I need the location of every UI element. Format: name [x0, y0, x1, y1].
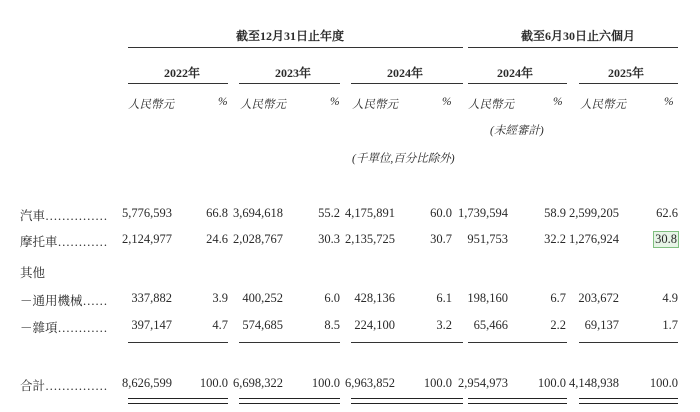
- cell: 1.7: [662, 318, 678, 332]
- cell: 66.8: [206, 206, 228, 220]
- header-six-months: 截至6月30日止六個月: [521, 29, 636, 43]
- cell: 55.2: [318, 206, 340, 220]
- cell-total: 100.0: [649, 376, 678, 390]
- cell-total: 8,626,599: [122, 376, 172, 390]
- unaudited-note: (未經審計): [490, 125, 544, 137]
- unit-currency-2023: 人民幣元: [240, 99, 286, 111]
- thousands-note: (千單位,百分比除外): [352, 153, 455, 165]
- unit-currency-2025-h1: 人民幣元: [580, 99, 626, 111]
- row-label-miscellaneous: －雜項…………: [20, 321, 108, 335]
- year-2025-h1: 2025年: [608, 66, 645, 80]
- header-year-end: 截至12月31日止年度: [236, 29, 345, 43]
- cell: 2.2: [550, 318, 566, 332]
- year-rule-2024-h1: [468, 83, 567, 84]
- cell: 65,466: [473, 318, 508, 332]
- cell: 30.3: [318, 232, 340, 246]
- cell: 58.9: [544, 206, 566, 220]
- cell: 60.0: [430, 206, 452, 220]
- unit-currency-2024-h1: 人民幣元: [468, 99, 514, 111]
- cell: 4.9: [662, 291, 678, 305]
- cell: 397,147: [131, 318, 172, 332]
- unit-percent-2025-h1: %: [664, 96, 674, 108]
- cell: 2,599,205: [569, 206, 619, 220]
- subtotal-rule: [579, 342, 678, 343]
- row-label-cars: 汽車……………: [20, 209, 108, 223]
- cell: 24.6: [206, 232, 228, 246]
- year-2024: 2024年: [387, 66, 424, 80]
- cell-total: 100.0: [311, 376, 340, 390]
- cell: 951,753: [467, 232, 508, 246]
- cell: 69,137: [584, 318, 619, 332]
- subtotal-rule: [239, 342, 340, 343]
- unit-percent-2022: %: [218, 96, 228, 108]
- cell-total: 100.0: [537, 376, 566, 390]
- cell: 400,252: [242, 291, 283, 305]
- cell: 32.2: [544, 232, 566, 246]
- cell: 2,135,725: [345, 232, 395, 246]
- cell: 4,175,891: [345, 206, 395, 220]
- cell: 203,672: [578, 291, 619, 305]
- subtotal-rule: [468, 342, 567, 343]
- year-2023: 2023年: [275, 66, 312, 80]
- cell: 1,739,594: [458, 206, 508, 220]
- year-rule-2025-h1: [579, 83, 678, 84]
- total-double-rule: [579, 398, 678, 404]
- cell-total: 100.0: [199, 376, 228, 390]
- cell: 6.0: [324, 291, 340, 305]
- row-label-motorcycles: 摩托車…………: [20, 235, 108, 249]
- cell-total: 6,963,852: [345, 376, 395, 390]
- cell: 8.5: [324, 318, 340, 332]
- year-rule-2024: [351, 83, 463, 84]
- cell: 2,124,977: [122, 232, 172, 246]
- cell: 2,028,767: [233, 232, 283, 246]
- cell: 4.7: [212, 318, 228, 332]
- cell: 224,100: [354, 318, 395, 332]
- cell: 1,276,924: [569, 232, 619, 246]
- subtotal-rule: [128, 342, 228, 343]
- cell: 428,136: [354, 291, 395, 305]
- cell: 574,685: [242, 318, 283, 332]
- cell-total: 2,954,973: [458, 376, 508, 390]
- total-double-rule: [468, 398, 567, 404]
- cell: 337,882: [131, 291, 172, 305]
- unit-percent-2024: %: [442, 96, 452, 108]
- cell: 6.7: [550, 291, 566, 305]
- total-double-rule: [128, 398, 228, 404]
- cell: 6.1: [436, 291, 452, 305]
- total-double-rule: [351, 398, 463, 404]
- cell: 30.7: [430, 232, 452, 246]
- cell: 3.2: [436, 318, 452, 332]
- cell: 3.9: [212, 291, 228, 305]
- row-label-others: 其他: [20, 266, 46, 280]
- unit-currency-2024: 人民幣元: [352, 99, 398, 111]
- cell-highlighted: 30.8: [655, 232, 677, 246]
- unit-percent-2023: %: [330, 96, 340, 108]
- year-rule-2022: [128, 83, 228, 84]
- cell-total: 6,698,322: [233, 376, 283, 390]
- row-label-total: 合計……………: [20, 379, 108, 393]
- cell-total: 100.0: [423, 376, 452, 390]
- year-rule-2023: [239, 83, 340, 84]
- year-2022: 2022年: [164, 66, 201, 80]
- unit-currency-2022: 人民幣元: [128, 99, 174, 111]
- year-2024-h1: 2024年: [497, 66, 534, 80]
- cell-total: 4,148,938: [569, 376, 619, 390]
- total-double-rule: [239, 398, 340, 404]
- cell: 62.6: [656, 206, 678, 220]
- cell: 198,160: [467, 291, 508, 305]
- unit-percent-2024-h1: %: [553, 96, 563, 108]
- header-rule-year-end: [128, 47, 463, 48]
- header-rule-six-months: [468, 47, 678, 48]
- cell: 5,776,593: [122, 206, 172, 220]
- cell: 3,694,618: [233, 206, 283, 220]
- subtotal-rule: [351, 342, 463, 343]
- row-label-general-machinery: －通用機械……: [20, 294, 108, 308]
